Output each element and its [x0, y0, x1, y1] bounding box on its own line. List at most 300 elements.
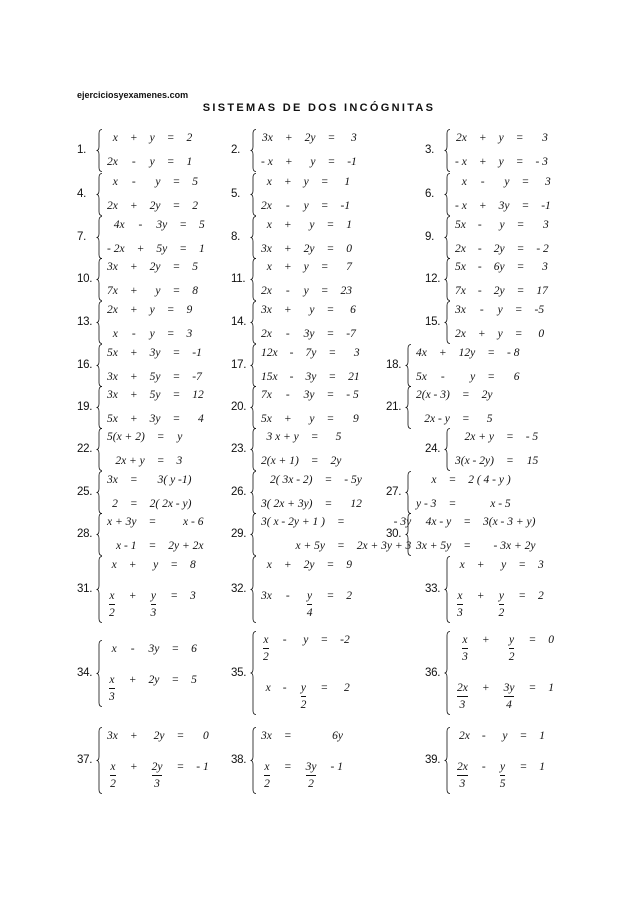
- left-brace: [405, 513, 411, 556]
- term: 1: [344, 175, 351, 188]
- term: y - 3: [416, 497, 437, 510]
- equation-system: [455, 304, 544, 341]
- term: 8: [192, 284, 198, 297]
- term: 3y: [148, 642, 160, 655]
- plus-sign: +: [283, 558, 292, 571]
- term: x: [112, 327, 118, 340]
- fraction: [502, 682, 517, 712]
- left-brace-stroke: [251, 344, 257, 386]
- term: x: [266, 175, 272, 188]
- equation-system: [107, 219, 205, 256]
- term: 2y: [303, 558, 315, 571]
- equation-system: [261, 431, 341, 468]
- equation-system: [107, 176, 198, 213]
- left-brace-stroke: [445, 129, 451, 171]
- exercise-13: [77, 301, 192, 344]
- equals-sign: =: [129, 497, 138, 510]
- equals-sign: =: [518, 589, 527, 602]
- term: 2: [346, 589, 352, 602]
- term: 1: [186, 155, 193, 168]
- term: 2x: [261, 199, 272, 212]
- fraction-numerator: y: [307, 589, 313, 602]
- equals-sign: =: [505, 430, 514, 443]
- equation-system: [455, 176, 551, 213]
- site-name: ejerciciosyexamenes.com: [77, 90, 189, 100]
- left-brace: [96, 344, 102, 387]
- fraction-denominator: 2: [109, 606, 115, 619]
- plus-sign: +: [128, 673, 137, 686]
- left-brace: [444, 428, 450, 471]
- equals-sign: =: [505, 454, 514, 467]
- term: 4: [198, 412, 204, 425]
- minus-sign: -: [285, 589, 290, 602]
- left-brace-stroke: [251, 632, 257, 715]
- exercise-4: [77, 173, 198, 216]
- exercise-22: [77, 428, 182, 471]
- exercise-number: 14.: [231, 315, 247, 328]
- term: 2y: [493, 284, 505, 297]
- left-brace: [96, 216, 102, 259]
- exercise-number: 3.: [425, 143, 434, 156]
- fraction-numerator: x: [109, 589, 115, 602]
- term: x: [461, 175, 467, 188]
- equation-system: [107, 347, 202, 384]
- exercise-number: 12.: [425, 272, 441, 285]
- left-brace-stroke: [251, 471, 257, 513]
- term: 3x: [107, 388, 118, 401]
- equals-sign: =: [326, 327, 335, 340]
- left-brace: [96, 173, 102, 216]
- term: 2y: [148, 673, 160, 686]
- plus-sign: +: [129, 388, 138, 401]
- term: x: [265, 682, 271, 694]
- exercise-number: 29.: [231, 527, 247, 540]
- plus-sign: +: [129, 260, 138, 273]
- equals-sign: =: [320, 634, 329, 646]
- term: y: [502, 729, 508, 742]
- exercise-number: 2.: [231, 143, 240, 156]
- term: y: [177, 430, 183, 443]
- left-brace: [405, 471, 411, 514]
- exercise-number: 25.: [77, 485, 93, 498]
- left-brace-stroke: [251, 301, 257, 343]
- fraction: [507, 634, 517, 664]
- equals-sign: =: [172, 412, 181, 425]
- equation-system: [107, 304, 192, 341]
- left-brace-stroke: [406, 344, 412, 386]
- minus-sign: -: [481, 760, 486, 773]
- page-title: SISTEMAS DE DOS INCÓGNITAS: [202, 102, 436, 114]
- exercise-number: 18.: [386, 358, 402, 371]
- equation-system: [261, 304, 356, 341]
- term: 0: [346, 242, 352, 255]
- exercise-9: [425, 216, 549, 259]
- equals-sign: =: [324, 497, 333, 510]
- term: 7x: [261, 388, 272, 401]
- term: 3y: [156, 218, 168, 231]
- equals-sign: =: [166, 303, 175, 316]
- term: x - 1: [116, 539, 137, 552]
- plus-sign: +: [476, 558, 485, 571]
- term: y: [303, 175, 309, 188]
- left-brace: [96, 640, 102, 707]
- equation-system: [455, 219, 549, 256]
- equals-sign: =: [320, 284, 329, 297]
- fraction: [107, 674, 117, 704]
- equation-system: [416, 347, 519, 384]
- term: 2(x + 1): [261, 454, 299, 467]
- equals-sign: =: [515, 155, 524, 168]
- term: 2y: [481, 388, 493, 401]
- term: 0: [202, 729, 209, 742]
- equals-sign: =: [328, 370, 337, 383]
- equals-sign: =: [170, 589, 179, 602]
- exercise-11: [231, 258, 352, 301]
- equation-system: [261, 389, 359, 426]
- fraction-denominator: 2: [300, 699, 307, 711]
- equation-system: [416, 474, 511, 511]
- term: 6y: [332, 729, 343, 742]
- equals-sign: =: [519, 760, 528, 773]
- exercise-36: [425, 631, 554, 715]
- term: 3y: [305, 370, 317, 383]
- equation-system: [261, 176, 350, 213]
- term: 5y: [156, 242, 168, 255]
- fraction: [455, 590, 465, 620]
- term: y: [498, 131, 504, 144]
- fraction: [455, 682, 470, 712]
- term: 2y: [153, 729, 165, 742]
- equals-sign: =: [172, 284, 181, 297]
- exercise-18: [386, 344, 519, 387]
- left-brace: [444, 129, 450, 172]
- term: y: [497, 303, 503, 316]
- exercise-27: [386, 471, 511, 514]
- equation-system: [107, 261, 198, 298]
- term: 2x - y: [424, 412, 450, 425]
- fraction: [108, 761, 118, 791]
- fraction-denominator: 3: [109, 690, 115, 703]
- plus-sign: +: [283, 260, 292, 273]
- term: 9: [346, 558, 352, 571]
- plus-sign: +: [129, 760, 138, 773]
- term: 1: [548, 682, 554, 694]
- fraction-numerator: 2x: [457, 760, 468, 773]
- plus-sign: +: [129, 729, 138, 742]
- left-brace: [405, 386, 411, 429]
- fraction: [455, 761, 470, 791]
- left-brace-stroke: [445, 428, 451, 470]
- term: 1: [539, 760, 545, 773]
- left-brace-stroke: [445, 216, 451, 258]
- equals-sign: =: [518, 558, 527, 571]
- term: x: [112, 175, 118, 188]
- equation-system: [261, 634, 350, 712]
- fraction-denominator: 3: [154, 777, 160, 790]
- term: y: [501, 558, 507, 571]
- left-brace: [250, 386, 256, 429]
- term: 5: [191, 673, 197, 686]
- equation-system: [261, 347, 360, 384]
- plus-sign: +: [478, 155, 487, 168]
- term: - x: [455, 199, 467, 212]
- left-brace: [96, 513, 102, 556]
- equals-sign: =: [487, 346, 495, 359]
- fraction: [460, 634, 470, 664]
- term: 5x: [455, 260, 466, 273]
- term: - 5y: [344, 473, 362, 486]
- term: 5x: [416, 370, 427, 383]
- exercise-number: 33.: [425, 582, 441, 595]
- fraction-numerator: y: [150, 589, 156, 602]
- exercise-31: [77, 556, 196, 623]
- equals-sign: =: [336, 539, 345, 552]
- fraction: [150, 761, 165, 791]
- left-brace-stroke: [97, 173, 103, 215]
- term: 3: [543, 218, 549, 231]
- left-brace: [250, 129, 256, 172]
- term: x - 6: [183, 515, 204, 528]
- fraction-denominator: 2: [110, 777, 116, 790]
- left-brace: [96, 428, 102, 471]
- term: y: [309, 218, 315, 231]
- exercise-number: 7.: [77, 230, 86, 243]
- plus-sign: +: [481, 634, 490, 646]
- term: 6: [191, 642, 197, 655]
- equals-sign: =: [448, 473, 457, 486]
- term: 2y: [330, 454, 342, 467]
- equals-sign: =: [172, 175, 181, 188]
- equals-sign: =: [487, 370, 495, 383]
- fraction: [304, 761, 319, 791]
- term: 2x: [261, 327, 272, 340]
- term: 3: [186, 327, 193, 340]
- plus-sign: +: [283, 412, 292, 425]
- term: 2(x - 3): [416, 388, 450, 401]
- fraction-numerator: y: [500, 760, 506, 773]
- exercise-34: [77, 640, 197, 707]
- minus-sign: -: [285, 199, 290, 212]
- minus-sign: -: [282, 682, 287, 694]
- exercise-37: [77, 727, 209, 794]
- term: 7: [346, 260, 352, 273]
- left-brace-stroke: [251, 258, 257, 300]
- term: y: [149, 155, 155, 168]
- equals-sign: =: [166, 131, 175, 144]
- term: y: [504, 175, 510, 188]
- left-brace-stroke: [445, 632, 451, 715]
- exercise-29: [231, 513, 411, 556]
- equals-sign: =: [516, 218, 525, 231]
- equals-sign: =: [461, 412, 470, 425]
- equation-system: [261, 132, 357, 169]
- equals-sign: =: [156, 454, 165, 467]
- term: 3: [351, 131, 357, 144]
- term: 2x: [107, 199, 118, 212]
- exercise-number: 15.: [425, 315, 441, 328]
- left-brace: [250, 258, 256, 301]
- left-brace: [405, 344, 411, 387]
- equals-sign: =: [326, 589, 335, 602]
- fraction-numerator: y: [300, 682, 307, 694]
- equals-sign: =: [326, 388, 335, 401]
- fraction-denominator: 3: [462, 651, 468, 663]
- equals-sign: =: [519, 729, 528, 742]
- term: 3: [545, 175, 551, 188]
- term: 2x + y: [464, 430, 494, 443]
- equals-sign: =: [172, 370, 181, 383]
- left-brace-stroke: [97, 471, 103, 513]
- exercise-19: [77, 386, 204, 429]
- equation-system: [261, 261, 352, 298]
- exercise-number: 23.: [231, 442, 247, 455]
- term: x: [111, 642, 117, 655]
- term: - 1: [196, 760, 209, 773]
- term: 2x + 3y + 3: [356, 539, 412, 552]
- left-brace-stroke: [97, 556, 103, 622]
- plus-sign: +: [129, 131, 138, 144]
- equals-sign: =: [516, 284, 525, 297]
- plus-sign: +: [129, 284, 138, 297]
- exercise-number: 24.: [425, 442, 441, 455]
- minus-sign: -: [131, 155, 136, 168]
- term: 5: [198, 218, 205, 231]
- plus-sign: +: [129, 303, 138, 316]
- plus-sign: +: [129, 412, 138, 425]
- equals-sign: =: [148, 515, 157, 528]
- exercise-number: 22.: [77, 442, 93, 455]
- term: 21: [348, 370, 360, 383]
- exercise-number: 17.: [231, 358, 247, 371]
- plus-sign: +: [283, 303, 292, 316]
- term: 5x: [107, 412, 118, 425]
- equals-sign: =: [320, 260, 329, 273]
- equals-sign: =: [176, 760, 185, 773]
- exercise-number: 13.: [77, 315, 93, 328]
- exercise-number: 39.: [425, 753, 441, 766]
- term: 3( x - 2y + 1 ): [261, 515, 325, 528]
- exercise-number: 26.: [231, 485, 247, 498]
- term: 3y: [303, 327, 315, 340]
- term: y: [149, 327, 155, 340]
- equals-sign: =: [171, 673, 180, 686]
- equals-sign: =: [172, 260, 181, 273]
- fraction-denominator: 2: [263, 651, 269, 663]
- equation-system: [455, 559, 544, 620]
- equation-system: [107, 431, 182, 468]
- fraction-denominator: 3: [457, 606, 463, 619]
- exercise-33: [425, 556, 544, 623]
- term: 3: [176, 454, 183, 467]
- equation-system: [261, 730, 343, 791]
- term: 3y: [149, 412, 161, 425]
- term: x: [111, 558, 117, 571]
- fraction-numerator: 2x: [457, 682, 468, 694]
- equals-sign: =: [320, 175, 329, 188]
- term: y: [497, 327, 503, 340]
- term: 2 ( 4 - y ): [468, 473, 511, 486]
- plus-sign: +: [129, 370, 138, 383]
- fraction-numerator: x: [457, 589, 463, 602]
- term: - 2: [536, 242, 549, 255]
- term: 2: [343, 682, 350, 694]
- exercise-32: [231, 556, 352, 623]
- term: y: [498, 155, 504, 168]
- exercise-number: 16.: [77, 358, 93, 371]
- exercise-number: 11.: [231, 272, 246, 285]
- left-brace: [250, 428, 256, 471]
- exercise-number: 32.: [231, 582, 247, 595]
- plus-sign: +: [438, 346, 447, 359]
- equation-system: [455, 261, 548, 298]
- term: -5: [534, 303, 545, 316]
- left-brace-stroke: [97, 216, 103, 258]
- fraction: [262, 761, 272, 791]
- term: x: [459, 558, 465, 571]
- term: -2: [340, 634, 350, 646]
- term: - 5: [346, 388, 359, 401]
- term: -7: [192, 370, 202, 383]
- term: 7x: [455, 284, 466, 297]
- plus-sign: +: [284, 155, 293, 168]
- fraction: [497, 590, 507, 620]
- minus-sign: -: [131, 175, 136, 188]
- equals-sign: =: [336, 515, 345, 528]
- equals-sign: =: [521, 175, 530, 188]
- left-brace-stroke: [251, 386, 257, 428]
- left-brace: [96, 258, 102, 301]
- equals-sign: =: [310, 454, 319, 467]
- term: x - 5: [490, 497, 511, 510]
- exercise-number: 34.: [77, 666, 93, 679]
- exercise-number: 35.: [231, 666, 247, 679]
- term: y: [310, 155, 316, 168]
- term: 12y: [458, 346, 476, 359]
- term: - 3y: [393, 515, 412, 528]
- left-brace: [250, 301, 256, 344]
- term: 5x: [455, 218, 466, 231]
- fraction-denominator: 3: [150, 606, 157, 619]
- plus-sign: +: [477, 327, 486, 340]
- plus-sign: +: [128, 558, 137, 571]
- left-brace: [96, 386, 102, 429]
- term: 15x: [261, 370, 278, 383]
- equals-sign: =: [328, 346, 337, 359]
- term: 3( y -1): [157, 473, 192, 486]
- fraction-numerator: y: [498, 589, 504, 602]
- equals-sign: =: [463, 515, 471, 528]
- term: 2x: [261, 284, 272, 297]
- term: 12: [350, 497, 362, 510]
- exercise-number: 5.: [231, 187, 240, 200]
- equals-sign: =: [171, 642, 180, 655]
- term: 3x: [455, 303, 466, 316]
- term: 3y: [498, 199, 510, 212]
- term: - 1: [330, 760, 343, 773]
- exercise-8: [231, 216, 352, 259]
- equals-sign: =: [320, 682, 329, 694]
- left-brace-stroke: [251, 129, 257, 171]
- term: 2y + 2x: [168, 539, 204, 552]
- term: 3( 2x + 3y): [261, 497, 313, 510]
- term: 3 x + y: [266, 430, 299, 443]
- exercise-39: [425, 727, 545, 794]
- left-brace: [250, 173, 256, 216]
- equals-sign: =: [324, 473, 333, 486]
- equals-sign: =: [156, 430, 165, 443]
- exercise-12: [425, 258, 548, 301]
- equals-sign: =: [448, 497, 457, 510]
